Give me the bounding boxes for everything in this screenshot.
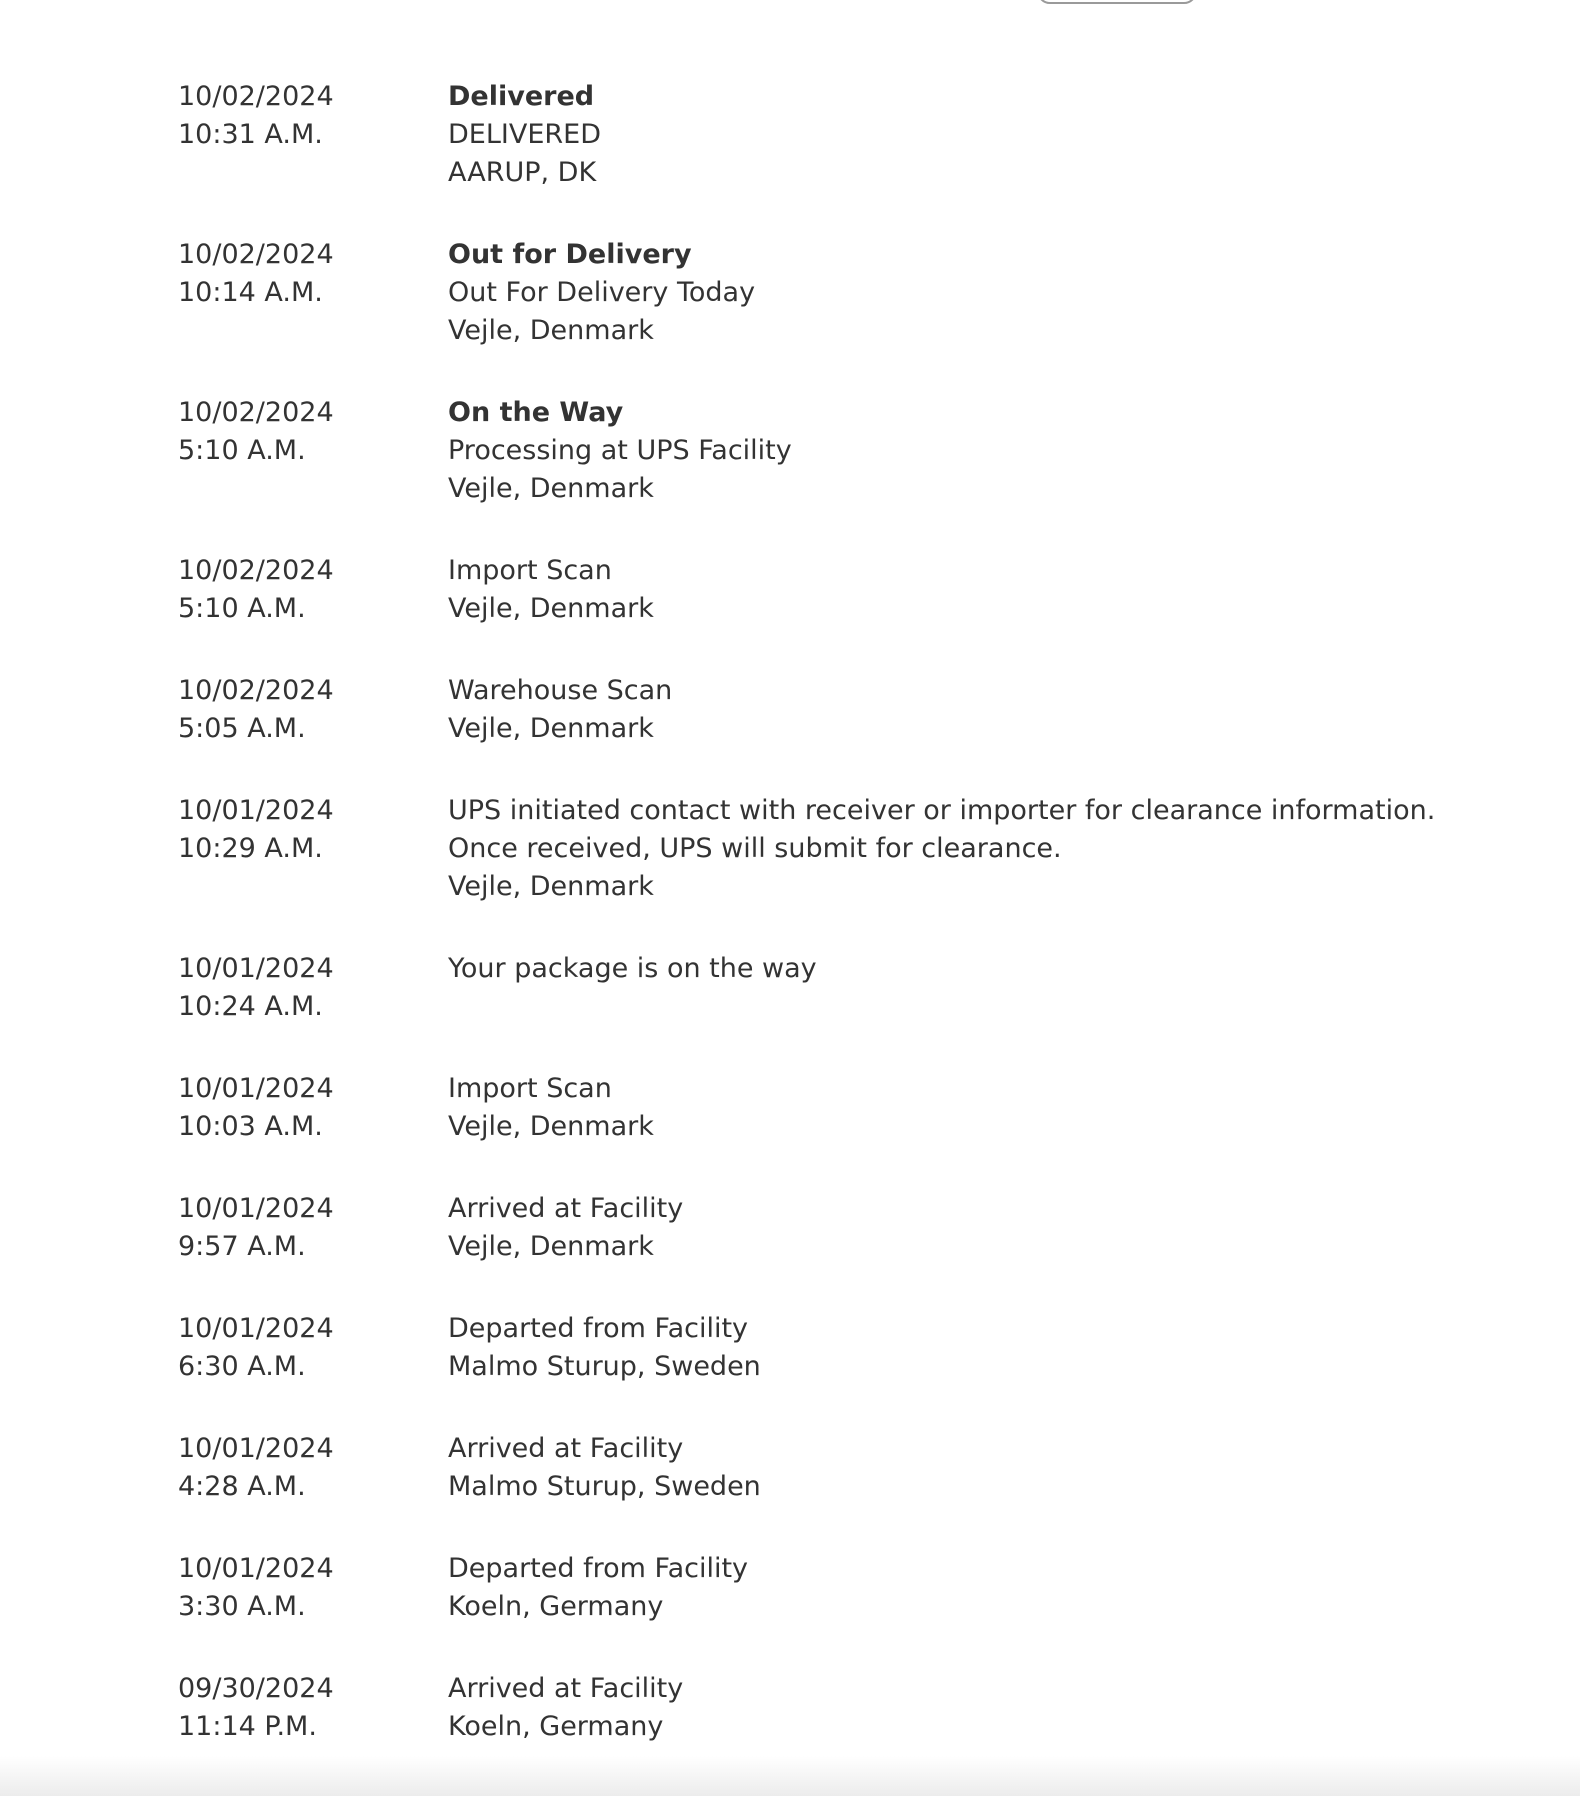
activity-datetime	[178, 1070, 448, 1146]
activity-date: 10/01/2024	[178, 1073, 334, 1104]
activity-description: Import Scan	[448, 555, 612, 586]
activity-location: Malmo Sturup, Sweden	[448, 1351, 761, 1382]
activity-description: Processing at UPS Facility	[448, 435, 792, 466]
activity-datetime	[178, 1430, 448, 1506]
activity-row	[178, 1070, 1508, 1146]
activity-row	[178, 394, 1508, 508]
activity-description: DELIVERED	[448, 119, 601, 150]
activity-location: Malmo Sturup, Sweden	[448, 1471, 761, 1502]
activity-details	[448, 552, 1508, 628]
activity-location: Vejle, Denmark	[448, 1231, 654, 1262]
activity-details	[448, 1430, 1508, 1506]
activity-row	[178, 1550, 1508, 1626]
activity-details	[448, 1670, 1508, 1746]
activity-row	[178, 1430, 1508, 1506]
activity-location: Koeln, Germany	[448, 1591, 664, 1622]
activity-time: 11:14 P.M.	[178, 1711, 317, 1742]
activity-date: 09/30/2024	[178, 1673, 334, 1704]
activity-date: 10/01/2024	[178, 1193, 334, 1224]
activity-location: Vejle, Denmark	[448, 713, 654, 744]
activity-location: Vejle, Denmark	[448, 315, 654, 346]
activity-status: Out for Delivery	[448, 239, 692, 270]
activity-datetime	[178, 236, 448, 350]
activity-time: 4:28 A.M.	[178, 1471, 306, 1502]
activity-row	[178, 1670, 1508, 1746]
activity-datetime	[178, 1670, 448, 1746]
activity-location: Vejle, Denmark	[448, 871, 654, 902]
activity-datetime	[178, 552, 448, 628]
activity-location: Koeln, Germany	[448, 1711, 664, 1742]
activity-description: Arrived at Facility	[448, 1193, 684, 1224]
activity-time: 5:05 A.M.	[178, 713, 306, 744]
activity-description: Import Scan	[448, 1073, 612, 1104]
activity-date: 10/02/2024	[178, 239, 334, 270]
activity-description-line: Once received, UPS will submit for clearance.	[448, 833, 1062, 864]
activity-time: 10:24 A.M.	[178, 991, 323, 1022]
activity-date: 10/01/2024	[178, 795, 334, 826]
activity-date: 10/01/2024	[178, 1433, 334, 1464]
activity-description: Warehouse Scan	[448, 675, 673, 706]
activity-status: Delivered	[448, 81, 595, 112]
activity-location: Vejle, Denmark	[448, 473, 654, 504]
activity-row	[178, 950, 1508, 1026]
shipment-progress-list	[178, 78, 1508, 1746]
activity-location: Vejle, Denmark	[448, 593, 654, 624]
activity-time: 10:03 A.M.	[178, 1111, 323, 1142]
activity-details	[448, 1070, 1508, 1146]
activity-description: Arrived at Facility	[448, 1673, 684, 1704]
activity-description-line: UPS initiated contact with receiver or importer for clearance information.	[448, 795, 1436, 826]
activity-details	[448, 1550, 1508, 1626]
activity-time: 9:57 A.M.	[178, 1231, 306, 1262]
activity-date: 10/01/2024	[178, 1313, 334, 1344]
activity-time: 10:14 A.M.	[178, 277, 323, 308]
activity-details	[448, 394, 1508, 508]
activity-description: Your package is on the way	[448, 953, 817, 984]
activity-datetime	[178, 1550, 448, 1626]
activity-location: Vejle, Denmark	[448, 1111, 654, 1142]
activity-row	[178, 672, 1508, 748]
activity-datetime	[178, 78, 448, 192]
activity-datetime	[178, 792, 448, 906]
activity-time: 5:10 A.M.	[178, 593, 306, 624]
activity-row	[178, 236, 1508, 350]
activity-row	[178, 1190, 1508, 1266]
activity-status: On the Way	[448, 397, 624, 428]
activity-datetime	[178, 1310, 448, 1386]
activity-date: 10/02/2024	[178, 397, 334, 428]
activity-row	[178, 792, 1508, 906]
activity-date: 10/01/2024	[178, 953, 334, 984]
bottom-fade	[0, 1756, 1580, 1796]
activity-datetime	[178, 950, 448, 1026]
activity-details	[448, 1310, 1508, 1386]
activity-description: Departed from Facility	[448, 1553, 749, 1584]
activity-row	[178, 1310, 1508, 1386]
activity-date: 10/02/2024	[178, 675, 334, 706]
activity-details	[448, 236, 1508, 350]
activity-datetime	[178, 672, 448, 748]
activity-details	[448, 792, 1508, 906]
activity-row	[178, 552, 1508, 628]
activity-time: 3:30 A.M.	[178, 1591, 306, 1622]
activity-time: 10:29 A.M.	[178, 833, 323, 864]
activity-date: 10/02/2024	[178, 81, 334, 112]
activity-row	[178, 78, 1508, 192]
activity-details	[448, 950, 1508, 1026]
activity-time: 6:30 A.M.	[178, 1351, 306, 1382]
activity-details	[448, 1190, 1508, 1266]
activity-description: Out For Delivery Today	[448, 277, 756, 308]
activity-datetime	[178, 1190, 448, 1266]
activity-description: Arrived at Facility	[448, 1433, 684, 1464]
activity-details	[448, 78, 1508, 192]
activity-time: 5:10 A.M.	[178, 435, 306, 466]
activity-time: 10:31 A.M.	[178, 119, 323, 150]
activity-details	[448, 672, 1508, 748]
activity-date: 10/01/2024	[178, 1553, 334, 1584]
activity-description: Departed from Facility	[448, 1313, 749, 1344]
top-button-edge[interactable]	[1037, 0, 1197, 4]
activity-datetime	[178, 394, 448, 508]
activity-location: AARUP, DK	[448, 157, 597, 188]
activity-date: 10/02/2024	[178, 555, 334, 586]
